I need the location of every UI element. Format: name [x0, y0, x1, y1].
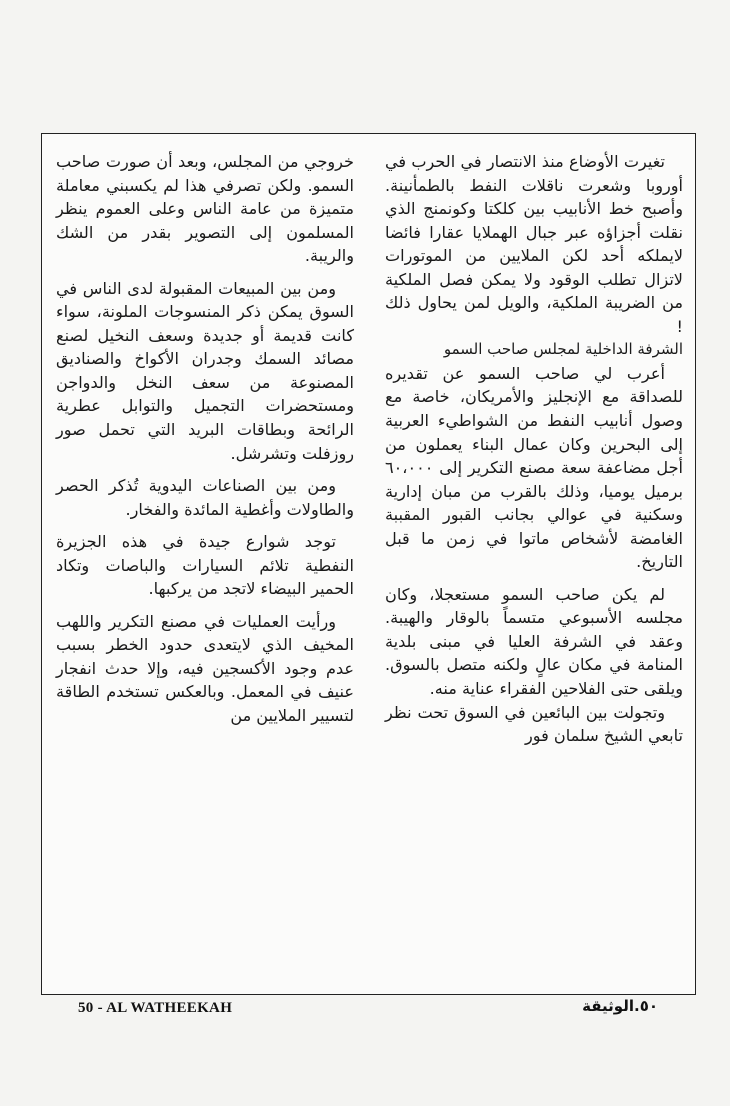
paragraph: تغيرت الأوضاع منذ الانتصار في الحرب في أوروبا وشعرت ناقلات النفط بالطمأنينة. وأصبح خط الأنابيب بين كلكتا وكونمنج الذي نقلت أجزاؤه عبر جبال الهملايا عقارا فائضا لايملكه أحد لكن الملايين من الموتورات لاتزال تطلب الوقود ولا يمكن فصل الملكية من الضريبة الملكية، والويل لمن يحاول ذلك ! [385, 152, 683, 336]
article-frame [41, 133, 696, 995]
paragraph: وتجولت بين البائعين في السوق تحت نظر تابعي الشيخ سلمان فور [385, 702, 683, 746]
left-column [56, 150, 354, 728]
paragraph: ومن بين المبيعات المقبولة لدى الناس في السوق يمكن ذكر المنسوجات الملونة، سواء كانت قديمة أو جديدة وسعف النخيل لصنع مصائد السمك وجدران الأكواخ والصناديق المصنوعة من سعف النخل والدواجن ومستحضرات التجميل والتوابل عطرية الرائحة وبطاقات البريد التي تحمل صور روزفلت وتشرشل. [56, 278, 354, 463]
paragraph: ورأيت العمليات في مصنع التكرير واللهب المخيف الذي لايتعدى حدود الخطر بسبب عدم وجود الأكسجين فيه، وإلا حدث انفجار عنيف في المعمل. وبالعكس تستخدم الطاقة لتسيير الملايين من [56, 611, 354, 726]
paragraph: لم يكن صاحب السمو مستعجلا، وكان مجلسه الأسبوعي متسماً بالوقار والهيبة. وعقد في الشرفة العليا في مبنى بلدية المنامة في مكان عالٍ ولكنه متصل بالسوق. ويلقى حتى الفلاحين الفقراء عناية منه. [385, 584, 683, 699]
page-footer-arabic: ٥٠.الوثيقة [582, 997, 658, 1015]
right-column [385, 150, 683, 748]
paragraph: توجد شوارع جيدة في هذه الجزيرة النفطية تلائم السيارات والباصات وتكاد الحمير البيضاء لاتجد من يركبها. [56, 532, 354, 599]
paragraph: أعرب لي صاحب السمو عن تقديره للصداقة مع الإنجليز والأمريكان، خاصة مع وصول أنابيب النفط من الشواطيء العربية إلى البحرين وكان عمال البناء يعملون من أجل مضاعفة سعة مصنع التكرير إلى ٦٠،٠٠٠ برميل يوميا، وذلك بالقرب من مبان إدارية وسكنية في عوالي بجانب القبور المقببة الغامضة لأشخاص ماتوا في زمن ما قبل التاريخ. [385, 363, 683, 572]
paragraph: خروجي من المجلس، وبعد أن صورت صاحب السمو. ولكن تصرفي هذا لم يكسبني معاملة متميزة من عامة الناس وعلى العموم ينظر المسلمون إلى التصوير بقدر من الشك والريبة. [56, 152, 354, 266]
page-footer-english: 50 - AL WATHEEKAH [78, 1000, 233, 1016]
paragraph: ومن بين الصناعات اليدوية تُذكر الحصر والطاولات وأغطية المائدة والفخار. [56, 476, 354, 519]
section-subheading: الشرفة الداخلية لمجلس صاحب السمو [443, 340, 683, 359]
